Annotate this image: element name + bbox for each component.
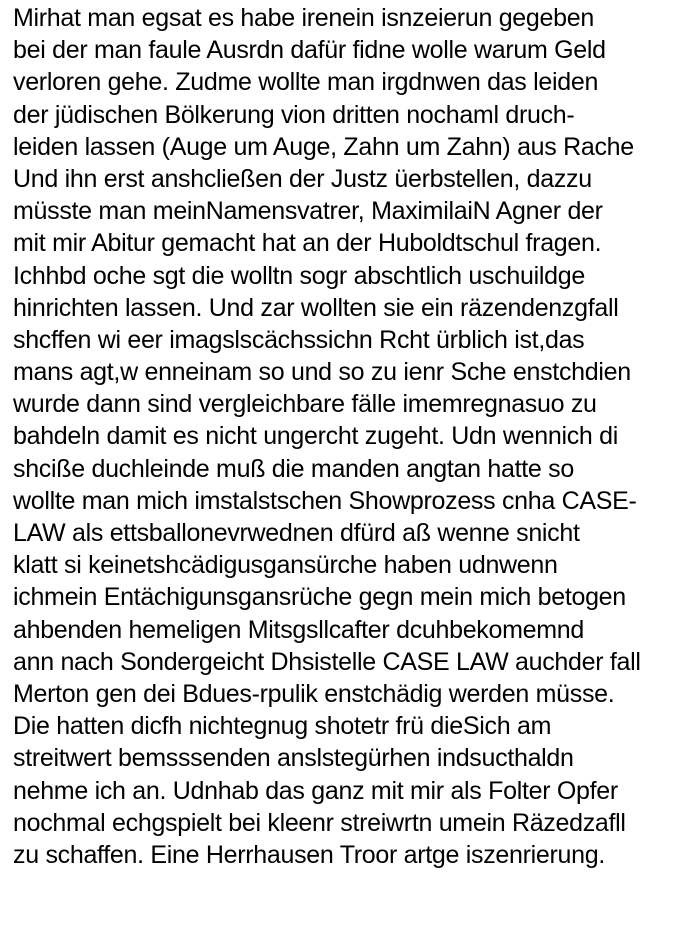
text-line: Die hatten dicfh nichtegnug shotetr frü dieSich am bbox=[13, 712, 552, 741]
text-line: klatt si keinetshcädigusgansürche haben udnwenn bbox=[13, 551, 558, 580]
text-line: nochmal echgspielt bei kleenr streiwrtn umein Räzedzafll bbox=[13, 808, 626, 837]
text-line: wollte man mich imstalstschen Showprozess cnha CASE- bbox=[13, 486, 637, 515]
text-line: shcffen wi eer imagslscächssichn Rcht ürblich ist,das bbox=[13, 325, 585, 354]
text-line: mans agt,w enneinam so und so zu ienr Sche enstchdien bbox=[13, 358, 631, 387]
text-line: verloren gehe. Zudme wollte man irgdnwen das leiden bbox=[13, 68, 599, 97]
text-line: Ichhbd oche sgt die wolltn sogr abschtlich uschuildge bbox=[13, 261, 585, 290]
text-line: mit mir Abitur gemacht hat an der Huboldtschul fragen. bbox=[13, 229, 602, 258]
text-line: bei der man faule Ausrdn dafür fidne wolle warum Geld bbox=[13, 36, 606, 65]
text-line: hinrichten lassen. Und zar wollten sie ein räzendenzgfall bbox=[13, 293, 619, 322]
text-line: Und ihn erst anshcließen der Justz üerbstellen, dazzu bbox=[13, 164, 592, 193]
text-line: ichmein Entächigunsgansrüche gegn mein mich betogen bbox=[13, 583, 626, 612]
document-text-block bbox=[13, 2, 681, 871]
text-line: streitwert bemsssenden anslstegürhen indsucthaldn bbox=[13, 744, 574, 773]
text-line: der jüdischen Bölkerung vion dritten nochaml druch- bbox=[13, 100, 575, 129]
text-line: leiden lassen (Auge um Auge, Zahn um Zahn) aus Rache bbox=[13, 132, 634, 161]
text-line: shcißе duchleinde muß die manden angtan hatte so bbox=[13, 454, 574, 483]
text-line: nehme ich an. Udnhab das ganz mit mir als Folter Opfer bbox=[13, 776, 618, 805]
text-line: müsste man meinNamensvatrer, MaximilaiN Agner der bbox=[13, 197, 603, 226]
text-line: ahbenden hemeligen Mitsgsllcafter dcuhbekomemnd bbox=[13, 615, 584, 644]
text-line: Mirhat man egsat es habe irenein isnzeierun gegeben bbox=[13, 4, 594, 32]
text-line: wurde dann sind vergleichbare fälle imemregnasuo zu bbox=[13, 390, 597, 419]
text-line: Merton gen dei Bdues-rpulik enstchädig werden müsse. bbox=[13, 679, 615, 708]
text-line: zu schaffen. Eine Herrhausen Troor artge iszenrierung. bbox=[13, 840, 606, 869]
text-line: ann nach Sondergeicht Dhsistelle CASE LAW auchder fall bbox=[13, 647, 641, 676]
text-line: bahdeln damit es nicht ungercht zugeht. Udn wennich di bbox=[13, 422, 619, 451]
text-line: LAW als ettsballonevrwednen dfürd aß wenne snicht bbox=[13, 519, 580, 547]
